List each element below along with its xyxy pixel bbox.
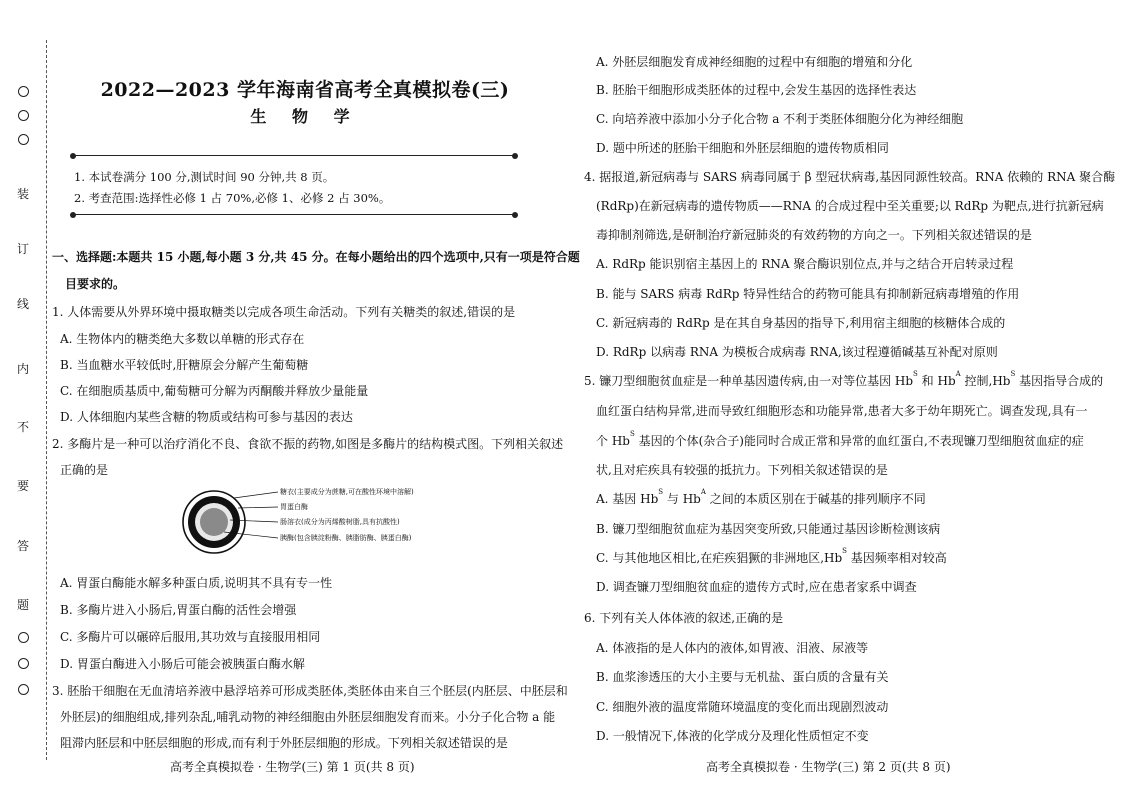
binding-hole	[18, 658, 29, 669]
binding-char: 题	[16, 598, 29, 612]
note-1: 1. 本试卷满分 100 分,测试时间 90 分钟,共 8 页。	[74, 170, 335, 184]
q4-stem-cont1: (RdRp)在新冠病毒的遗传物质——RNA 的合成过程中至关重要;以 RdRp 为靶点,进行抗新冠病	[596, 199, 1104, 213]
tablet-structure-diagram	[180, 480, 460, 564]
binding-hole	[18, 110, 29, 121]
q6-stem: 6. 下列有关人体体液的叙述,正确的是	[584, 611, 784, 625]
q5-option-d: D. 调查镰刀型细胞贫血症的遗传方式时,应在患者家系中调查	[596, 580, 917, 594]
q3-stem-cont1: 外胚层)的细胞组成,排列杂乱,哺乳动物的神经细胞由外胚层细胞发育而来。小分子化合物 a 能	[60, 710, 556, 724]
q2-stem-cont: 正确的是	[60, 463, 109, 477]
q4-stem-cont2: 毒抑制剂筛选,是研制治疗新冠肺炎的有效药物的方向之一。下列相关叙述错误的是	[596, 228, 1032, 242]
binding-char: 装	[16, 187, 29, 201]
q3-stem-cont2: 阻滞内胚层和中胚层细胞的形成,而有利于外胚层细胞的形成。下列相关叙述错误的是	[60, 736, 508, 750]
q4-option-a: A. RdRp 能识别宿主基因上的 RNA 聚合酶识别位点,并与之结合开启转录过程	[596, 257, 1014, 271]
q3-stem: 3. 胚胎干细胞在无血清培养液中悬浮培养可形成类胚体,类胚体由来自三个胚层(内胚层、中胚层和	[52, 684, 568, 698]
binding-hole	[18, 684, 29, 695]
q4-option-d: D. RdRp 以病毒 RNA 为模板合成病毒 RNA,该过程遵循碱基互补配对原则	[596, 345, 998, 359]
q3-option-c: C. 向培养液中添加小分子化合物 a 不利于类胚体细胞分化为神经细胞	[596, 112, 964, 126]
q2-option-a: A. 胃蛋白酶能水解多种蛋白质,说明其不具有专一性	[60, 576, 333, 590]
label-pepsin: 胃蛋白酶	[280, 503, 308, 511]
q6-option-c: C. 细胞外液的温度常随环境温度的变化而出现剧烈波动	[596, 700, 889, 714]
binding-char: 不	[16, 420, 29, 434]
footer-page-1: 高考全真模拟卷 · 生物学(三) 第 1 页(共 8 页)	[170, 760, 415, 774]
exam-title: 2022—2023 学年海南省高考全真模拟卷(三)	[100, 79, 510, 101]
q5-stem-cont3: 状,且对疟疾具有较强的抵抗力。下列相关叙述错误的是	[596, 463, 888, 477]
q5-option-c: C. 与其他地区相比,在疟疾猖獗的非洲地区$,Hb^S$ 基因频率相对较高	[596, 547, 947, 565]
binding-hole	[18, 134, 29, 145]
label-sugar-coat: 糖衣(主要成分为蔗糖,可在酸性环境中溶解)	[280, 488, 414, 496]
q4-option-b: B. 能与 SARS 病毒 RdRp 特异性结合的药物可能具有抑制新冠病毒增殖的作用	[596, 287, 1020, 301]
q3-option-d: D. 题中所述的胚胎干细胞和外胚层细胞的遗传物质相同	[596, 141, 889, 155]
q1-option-b: B. 当血糖水平较低时,肝糖原会分解产生葡萄糖	[60, 358, 309, 372]
q4-stem: 4. 据报道,新冠病毒与 SARS 病毒同属于 β 型冠状病毒,基因同源性较高。RNA 依赖的 RNA 聚合酶	[584, 170, 1116, 184]
binding-char: 要	[16, 479, 29, 493]
section-heading-cont: 目要求的。	[65, 277, 126, 291]
binding-char: 内	[16, 362, 29, 376]
q2-option-c: C. 多酶片可以碾碎后服用,其功效与直接服用相同	[60, 630, 321, 644]
q5-stem-cont2: 个 $Hb^S$ 基因的个体(杂合子)能同时合成正常和异常的血红蛋白,不表现镰刀型细胞贫血症的症	[596, 430, 1084, 448]
q4-option-c: C. 新冠病毒的 RdRp 是在其自身基因的指导下,利用宿主细胞的核糖体合成的	[596, 316, 1006, 330]
pancreatin-core	[200, 508, 228, 536]
label-enteric-coat: 肠溶衣(成分为丙烯酸树脂,具有抗酸性)	[280, 518, 400, 526]
binding-char: 答	[16, 539, 29, 553]
q5-stem: 5. 镰刀型细胞贫血症是一种单基因遗传病,由一对等位基因 $Hb^S$ 和 $Hb^A$ 控制$,Hb^S$ 基因指导合成的	[584, 370, 1104, 388]
binding-char: 订	[16, 242, 29, 256]
page-2	[578, 0, 1116, 794]
notes-top-rule	[74, 155, 514, 156]
q6-option-d: D. 一般情况下,体液的化学成分及理化性质恒定不变	[596, 729, 869, 743]
notes-bottom-rule	[74, 214, 514, 215]
binding-hole	[18, 632, 29, 643]
q3-option-b: B. 胚胎干细胞形成类胚体的过程中,会发生基因的选择性表达	[596, 83, 917, 97]
subject-title: 生 物 学	[250, 107, 360, 126]
page-1	[52, 0, 580, 794]
label-pancreatin: 胰酶(包含胰淀粉酶、胰脂肪酶、胰蛋白酶)	[280, 534, 412, 542]
q1-option-c: C. 在细胞质基质中,葡萄糖可分解为丙酮酸并释放少量能量	[60, 384, 369, 398]
q2-option-b: B. 多酶片进入小肠后,胃蛋白酶的活性会增强	[60, 603, 297, 617]
footer-page-2: 高考全真模拟卷 · 生物学(三) 第 2 页(共 8 页)	[706, 760, 951, 774]
q2-option-d: D. 胃蛋白酶进入小肠后可能会被胰蛋白酶水解	[60, 657, 305, 671]
q1-option-d: D. 人体细胞内某些含糖的物质或结构可参与基因的表达	[60, 410, 353, 424]
q1-stem: 1. 人体需要从外界环境中摄取糖类以完成各项生命活动。下列有关糖类的叙述,错误的是	[52, 305, 516, 319]
binding-hole	[18, 86, 29, 97]
q2-stem: 2. 多酶片是一种可以治疗消化不良、食欲不振的药物,如图是多酶片的结构模式图。下列相关叙述	[52, 437, 564, 451]
q6-option-a: A. 体液指的是人体内的液体,如胃液、泪液、尿液等	[596, 641, 869, 655]
binding-margin	[10, 40, 46, 760]
binding-line	[46, 40, 47, 760]
q6-option-b: B. 血浆渗透压的大小主要与无机盐、蛋白质的含量有关	[596, 670, 889, 684]
q5-option-b: B. 镰刀型细胞贫血症为基因突变所致,只能通过基因诊断检测该病	[596, 522, 941, 536]
section-heading: 一、选择题:本题共 15 小题,每小题 3 分,共 45 分。在每小题给出的四个选项中,只有一项是符合题	[52, 250, 580, 264]
q5-option-a: A. 基因 $Hb^S$ 与 $Hb^A$ 之间的本质区别在于碱基的排列顺序不同	[596, 488, 926, 506]
q5-stem-cont1: 血红蛋白结构异常,进而导致红细胞形态和功能异常,患者大多于幼年期死亡。调查发现,具有一	[596, 404, 1088, 418]
binding-char: 线	[16, 297, 29, 311]
note-2: 2. 考查范围:选择性必修 1 占 70%,必修 1、必修 2 占 30%。	[74, 191, 391, 205]
q3-option-a: A. 外胚层细胞发育成神经细胞的过程中有细胞的增殖和分化	[596, 55, 913, 69]
q1-option-a: A. 生物体内的糖类绝大多数以单糖的形式存在	[60, 332, 305, 346]
